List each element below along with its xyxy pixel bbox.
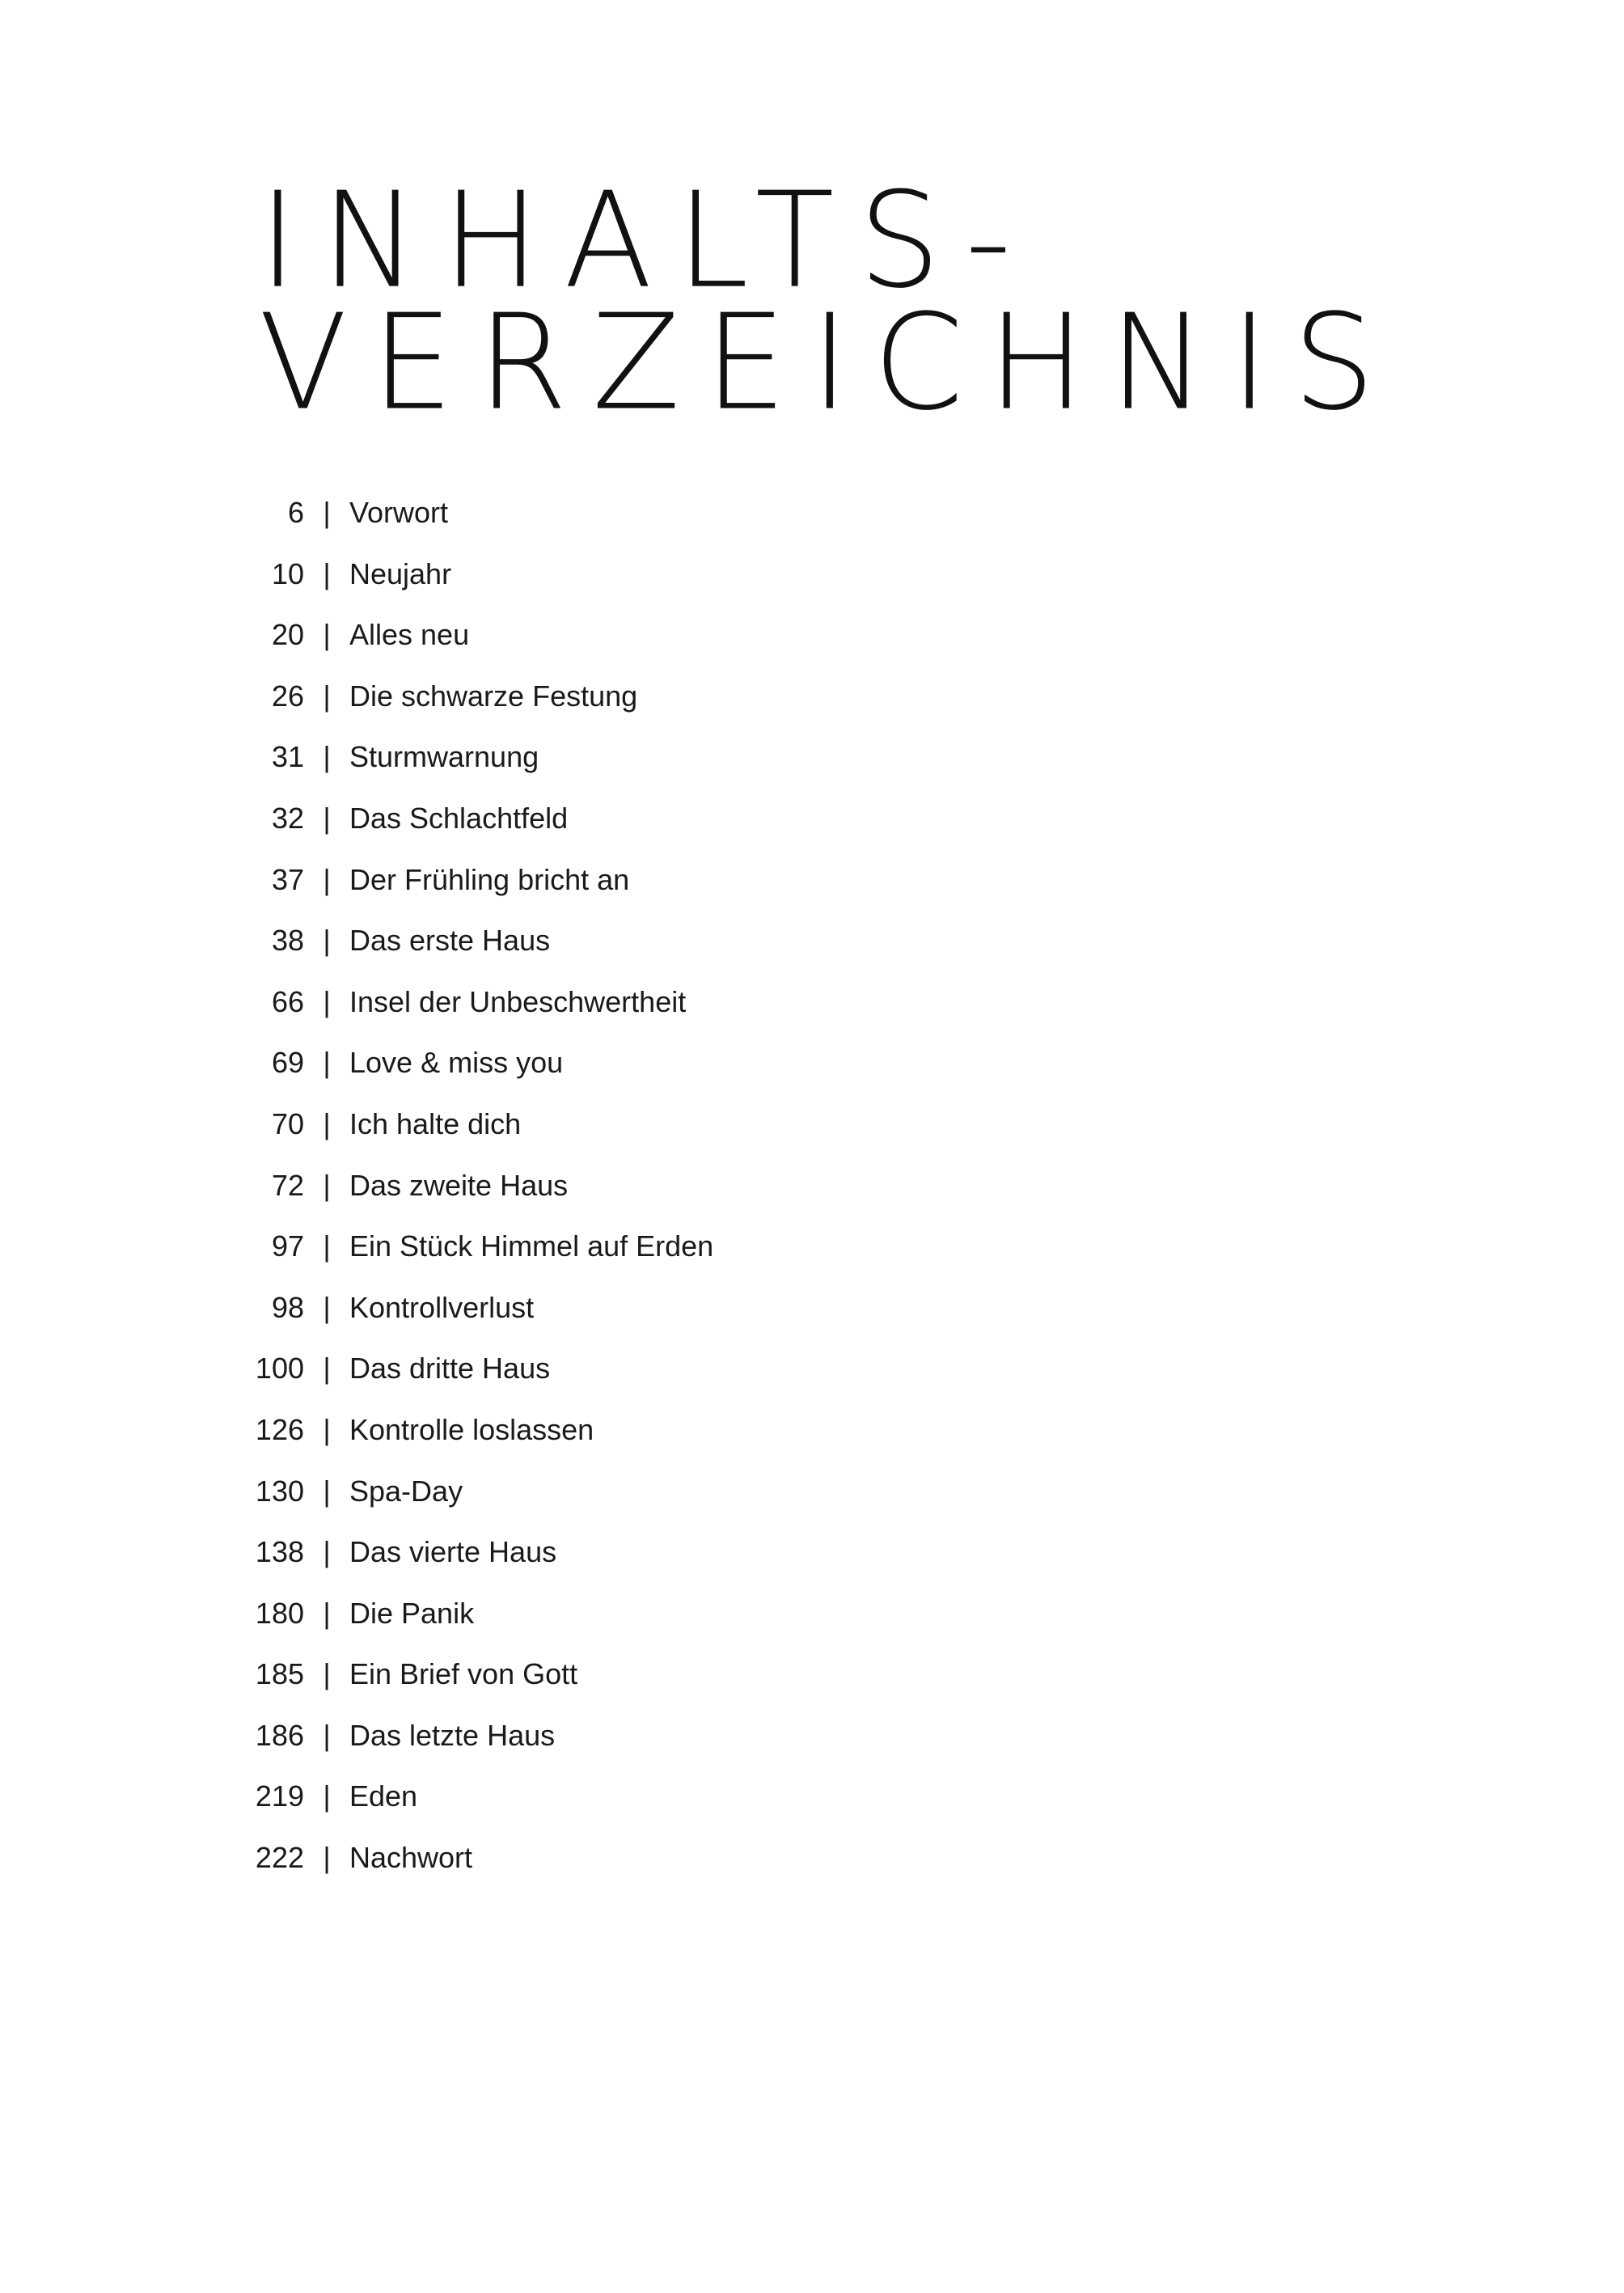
toc-separator: | (323, 1535, 331, 1569)
toc-separator: | (323, 1412, 331, 1446)
toc-page-number: 6 (287, 496, 304, 529)
toc-chapter-title: Kontrollverlust (349, 1290, 535, 1324)
toc-chapter-title: Das zweite Haus (349, 1168, 569, 1202)
toc-page-number: 97 (271, 1229, 304, 1263)
toc-entry (251, 1713, 713, 1775)
toc-page-number: 185 (255, 1657, 304, 1691)
toc-entry (251, 1469, 713, 1530)
toc-entry (251, 1835, 713, 1897)
toc-entry (251, 612, 713, 674)
toc-separator: | (323, 1168, 331, 1202)
toc-chapter-title: Spa-Day (349, 1474, 463, 1508)
toc-separator: | (323, 556, 331, 590)
page-title-line-2: VERZEICHNIS (259, 285, 1400, 440)
toc-page-number: 69 (271, 1046, 304, 1080)
toc-entry (251, 1591, 713, 1652)
toc-page-number: 66 (271, 984, 304, 1018)
toc-entry (251, 734, 713, 796)
toc-entry (251, 857, 713, 919)
toc-separator: | (323, 1841, 331, 1875)
toc-separator: | (323, 801, 331, 835)
toc-separator: | (323, 679, 331, 713)
toc-entry (251, 1346, 713, 1407)
toc-page-number: 32 (271, 801, 304, 835)
toc-page-number: 138 (255, 1535, 304, 1569)
toc-entry (251, 1652, 713, 1713)
toc-separator: | (323, 924, 331, 958)
toc-chapter-title: Das dritte Haus (349, 1352, 551, 1386)
toc-separator: | (323, 1474, 331, 1508)
toc-chapter-title: Alles neu (349, 618, 470, 652)
toc-chapter-title: Sturmwarnung (349, 740, 539, 774)
toc-chapter-title: Nachwort (349, 1841, 473, 1875)
toc-chapter-title: Das Schlachtfeld (349, 801, 569, 835)
toc-chapter-title: Insel der Unbeschwertheit (349, 984, 687, 1018)
toc-entry (251, 918, 713, 979)
toc-page-number: 130 (255, 1474, 304, 1508)
toc-page-number: 100 (255, 1352, 304, 1386)
toc-entry (251, 1529, 713, 1591)
toc-page-number: 186 (255, 1718, 304, 1752)
toc-entry (251, 674, 713, 735)
toc-chapter-title: Vorwort (349, 496, 449, 529)
toc-entry (251, 1285, 713, 1347)
toc-chapter-title: Das vierte Haus (349, 1535, 557, 1569)
toc-separator: | (323, 1779, 331, 1813)
page-title (259, 163, 1400, 440)
toc-separator: | (323, 1106, 331, 1140)
toc-chapter-title: Die schwarze Festung (349, 679, 638, 713)
toc-separator: | (323, 984, 331, 1018)
toc-entry (251, 1163, 713, 1225)
toc-separator: | (323, 618, 331, 652)
toc-chapter-title: Das erste Haus (349, 924, 551, 958)
toc-chapter-title: Ein Brief von Gott (349, 1657, 578, 1691)
toc-entry (251, 1774, 713, 1835)
toc-page-number: 38 (271, 924, 304, 958)
toc-chapter-title: Ich halte dich (349, 1106, 522, 1140)
toc-separator: | (323, 496, 331, 529)
table-of-contents (251, 490, 713, 1897)
toc-page-number: 37 (271, 862, 304, 896)
page-title-line-1: INHALTS- (259, 163, 1036, 318)
toc-entry (251, 796, 713, 857)
toc-entry (251, 552, 713, 613)
toc-page-number: 98 (271, 1290, 304, 1324)
toc-page-number: 26 (271, 679, 304, 713)
toc-chapter-title: Kontrolle loslassen (349, 1412, 594, 1446)
toc-entry (251, 1102, 713, 1163)
toc-separator: | (323, 740, 331, 774)
toc-separator: | (323, 1229, 331, 1263)
toc-separator: | (323, 1046, 331, 1080)
toc-chapter-title: Ein Stück Himmel auf Erden (349, 1229, 714, 1263)
toc-entry (251, 1224, 713, 1285)
toc-chapter-title: Love & miss you (349, 1046, 564, 1080)
toc-chapter-title: Das letzte Haus (349, 1718, 556, 1752)
toc-chapter-title: Der Frühling bricht an (349, 862, 630, 896)
toc-separator: | (323, 1352, 331, 1386)
toc-page-number: 20 (271, 618, 304, 652)
toc-page-number: 72 (271, 1168, 304, 1202)
toc-entry (251, 1040, 713, 1102)
toc-page-number: 222 (255, 1841, 304, 1875)
toc-page-number: 219 (255, 1779, 304, 1813)
toc-separator: | (323, 1290, 331, 1324)
toc-entry (251, 979, 713, 1041)
toc-page-number: 180 (255, 1596, 304, 1630)
toc-separator: | (323, 1657, 331, 1691)
toc-separator: | (323, 862, 331, 896)
toc-chapter-title: Die Panik (349, 1596, 475, 1630)
toc-page-number: 70 (271, 1106, 304, 1140)
toc-page-number: 126 (255, 1412, 304, 1446)
toc-entry (251, 490, 713, 552)
toc-chapter-title: Neujahr (349, 556, 452, 590)
toc-page-number: 10 (271, 556, 304, 590)
toc-separator: | (323, 1718, 331, 1752)
toc-entry (251, 1407, 713, 1469)
toc-page-number: 31 (271, 740, 304, 774)
toc-separator: | (323, 1596, 331, 1630)
toc-chapter-title: Eden (349, 1779, 418, 1813)
